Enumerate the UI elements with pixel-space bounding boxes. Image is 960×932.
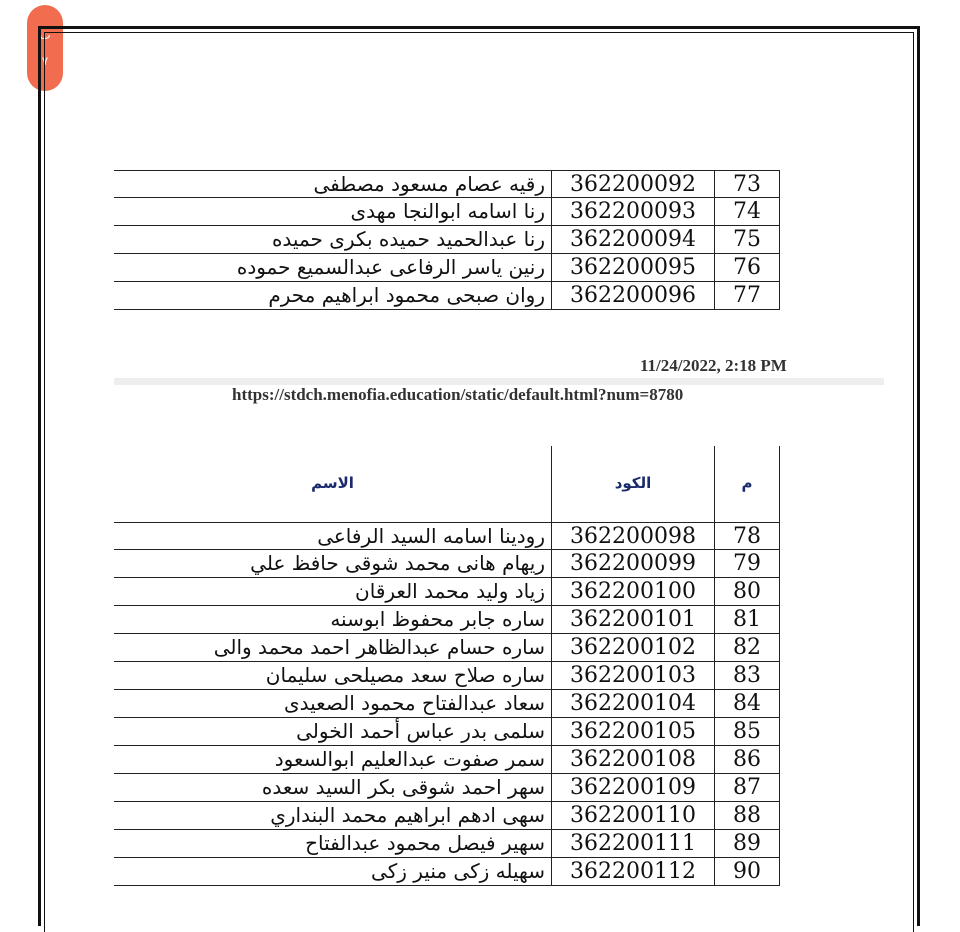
- student-code: 362200105: [551, 718, 715, 745]
- student-code: 362200104: [551, 690, 715, 717]
- student-code: 362200109: [551, 774, 715, 801]
- row-number: 80: [715, 578, 780, 605]
- table-row: [114, 578, 780, 606]
- student-name: سعاد عبدالفتاح محمود الصعيدى: [283, 691, 545, 715]
- row-number: 85: [715, 718, 780, 745]
- table-row: [114, 198, 780, 226]
- students-table-top: [114, 170, 780, 310]
- students-table-bottom: [114, 446, 780, 886]
- student-code: 362200110: [551, 802, 715, 829]
- student-name: ساره صلاح سعد مصيلحى سليمان: [265, 663, 545, 687]
- student-name: زياد وليد محمد العرقان: [355, 579, 545, 603]
- student-name: سهير فيصل محمود عبدالفتاح: [305, 831, 545, 855]
- table-row: [114, 690, 780, 718]
- row-number: 77: [715, 282, 780, 309]
- table-row: [114, 254, 780, 282]
- student-code: 362200101: [551, 606, 715, 633]
- row-number: 76: [715, 254, 780, 281]
- student-name: سلمى بدر عباس أحمد الخولى: [296, 719, 545, 743]
- row-number: 84: [715, 690, 780, 717]
- student-code: 362200098: [551, 523, 715, 549]
- student-code: 362200108: [551, 746, 715, 773]
- row-number: 88: [715, 802, 780, 829]
- badge-top-text: ب: [39, 28, 51, 42]
- table-row: [114, 606, 780, 634]
- student-code: 362200103: [551, 662, 715, 689]
- row-number: 73: [715, 171, 780, 197]
- header-code-cell: [551, 446, 715, 522]
- page-fold-shadow: [114, 378, 884, 385]
- student-name: سهر احمد شوقى بكر السيد سعده: [261, 775, 545, 799]
- row-number: 90: [715, 858, 780, 885]
- header-name: الاسم: [311, 474, 354, 492]
- table-row: [114, 746, 780, 774]
- table-row: [114, 662, 780, 690]
- student-name: ساره جابر محفوظ ابوسنه: [330, 607, 545, 631]
- student-code: 362200102: [551, 634, 715, 661]
- row-number: 83: [715, 662, 780, 689]
- student-code: 362200096: [551, 282, 715, 309]
- student-name: ريهام هانى محمد شوقى حافظ علي: [250, 551, 545, 575]
- student-name: رنين ياسر الرفاعى عبدالسميع حموده: [236, 255, 545, 279]
- student-code: 362200111: [551, 830, 715, 857]
- badge-bottom-text: ٧: [41, 54, 49, 68]
- table-row: [114, 830, 780, 858]
- student-name: رنا اسامه ابوالنجا مهدى: [350, 199, 545, 223]
- table-row: [114, 634, 780, 662]
- student-name: رقيه عصام مسعود مصطفى: [313, 172, 545, 196]
- header-num: م: [741, 474, 753, 492]
- row-number: 87: [715, 774, 780, 801]
- student-name: روان صبحى محمود ابراهيم محرم: [268, 283, 545, 307]
- table-header-row: [114, 446, 780, 522]
- student-code: 362200093: [551, 198, 715, 225]
- table-row: [114, 282, 780, 310]
- student-name: رودينا اسامه السيد الرفاعى: [317, 524, 545, 548]
- table-row: [114, 170, 780, 198]
- row-number: 79: [715, 550, 780, 577]
- student-code: 362200099: [551, 550, 715, 577]
- table-row: [114, 858, 780, 886]
- student-name: سهيله زكى منير زكى: [371, 859, 545, 883]
- print-url: https://stdch.menofia.education/static/default.html?num=8780: [232, 385, 684, 404]
- table-row: [114, 802, 780, 830]
- row-number: 74: [715, 198, 780, 225]
- row-number: 75: [715, 226, 780, 253]
- student-name: ساره حسام عبدالظاهر احمد محمد والى: [213, 635, 545, 659]
- header-num-cell: [715, 446, 780, 522]
- row-number: 81: [715, 606, 780, 633]
- row-number: 82: [715, 634, 780, 661]
- student-name: رنا عبدالحميد حميده بكرى حميده: [271, 227, 545, 251]
- student-name: سمر صفوت عبدالعليم ابوالسعود: [274, 747, 545, 771]
- student-code: 362200094: [551, 226, 715, 253]
- table-row: [114, 718, 780, 746]
- table-row: [114, 226, 780, 254]
- table-row: [114, 550, 780, 578]
- student-name: سهى ادهم ابراهيم محمد البنداري: [270, 803, 545, 827]
- header-code: الكود: [614, 474, 652, 492]
- row-number: 89: [715, 830, 780, 857]
- row-number: 86: [715, 746, 780, 773]
- print-datetime: 11/24/2022, 2:18 PM: [640, 356, 787, 375]
- student-code: 362200092: [551, 171, 715, 197]
- table-row: [114, 522, 780, 550]
- student-code: 362200100: [551, 578, 715, 605]
- student-code: 362200095: [551, 254, 715, 281]
- row-number: 78: [715, 523, 780, 549]
- student-code: 362200112: [551, 858, 715, 885]
- table-row: [114, 774, 780, 802]
